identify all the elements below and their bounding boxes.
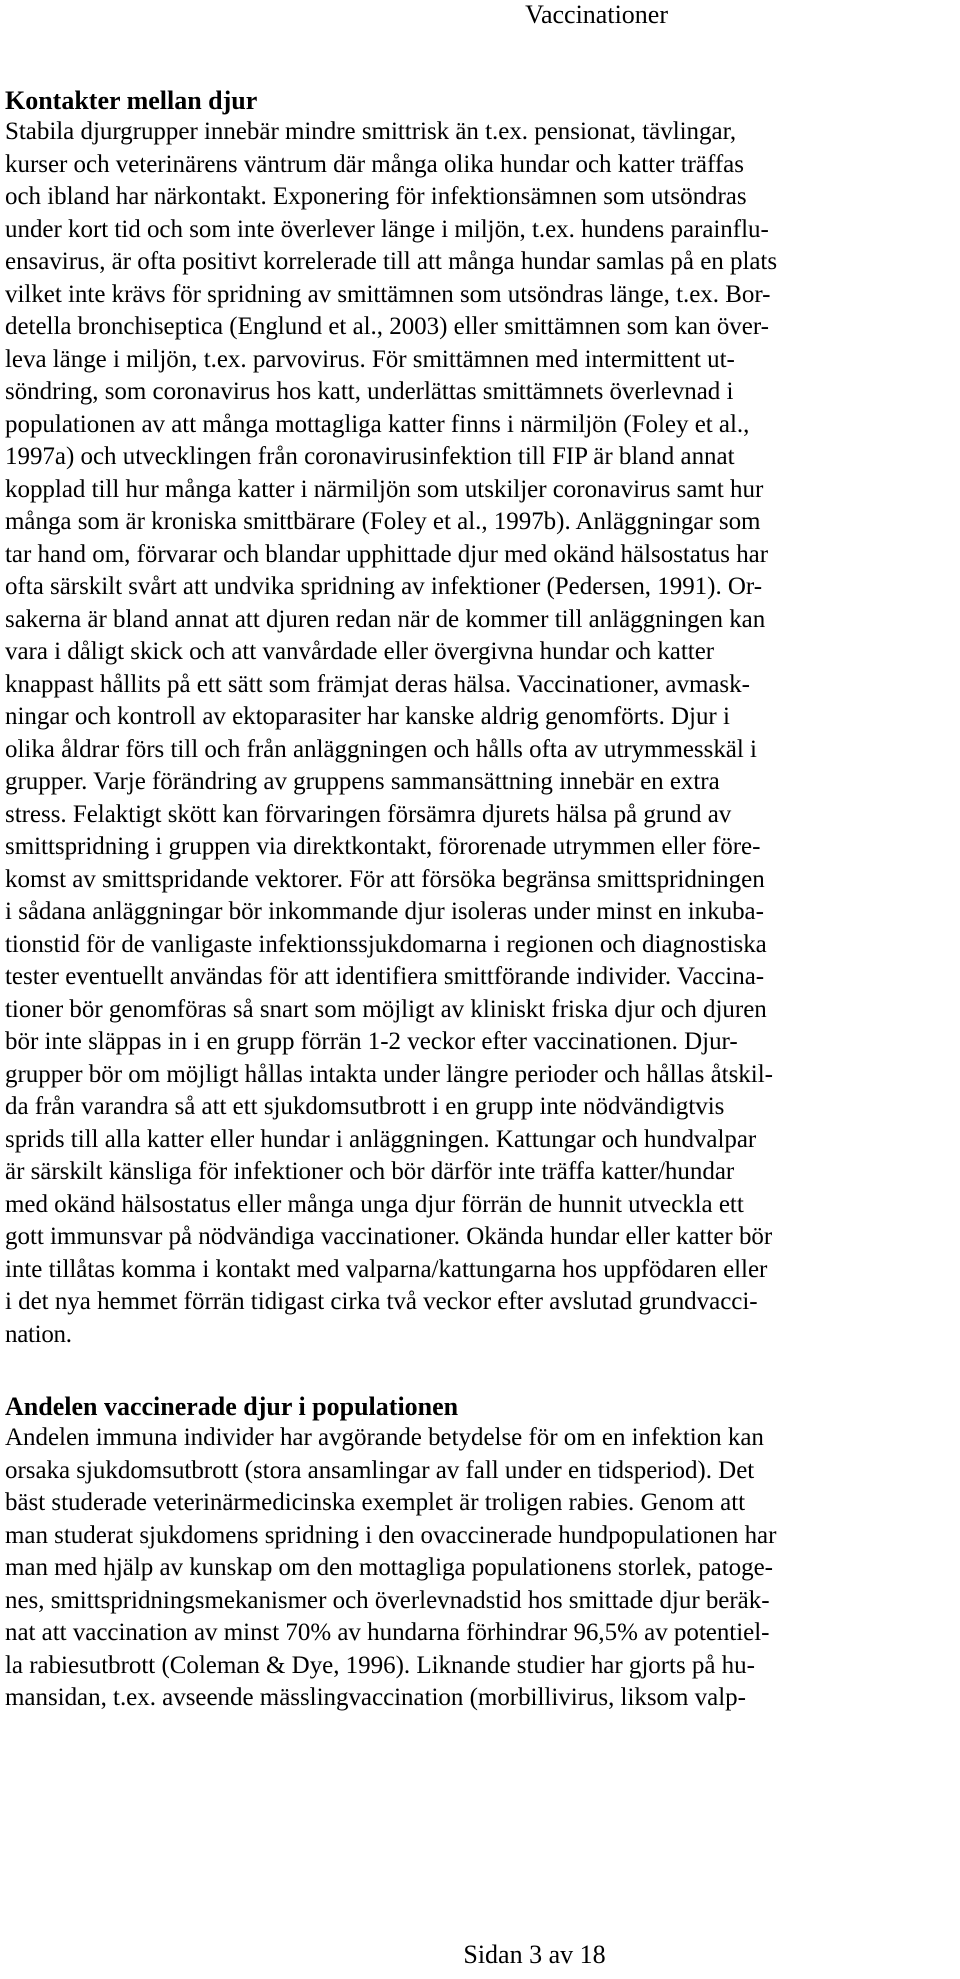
text-line: detella bronchiseptica (Englund et al., 2003) eller smittämnen som kan över-	[5, 313, 769, 340]
text-line: sprids till alla katter eller hundar i anläggningen. Kattungar och hundvalpar	[5, 1125, 757, 1153]
text-line: ningar och kontroll av ektoparasiter har kanske aldrig genomförts. Djur i	[5, 703, 730, 730]
text-line: grupper. Varje förändring av gruppens sammansättning innebär en extra	[5, 768, 720, 795]
text-line: man med hjälp av kunskap om den mottagliga populationens storlek, patoge-	[5, 1554, 773, 1581]
text-line: tar hand om, förvarar och blandar upphittade djur med okänd hälsostatus har	[5, 540, 769, 568]
text-line: vilket inte krävs för spridning av smittämnen som utsöndras länge, t.ex. Bor-	[5, 280, 771, 308]
text-line: la rabiesutbrott (Coleman & Dye, 1996). Liknande studier har gjorts på hu-	[5, 1651, 755, 1679]
text-line: tester eventuellt användas för att identifiera smittförande individer. Vaccina-	[5, 963, 765, 990]
text-line: inte tillåtas komma i kontakt med valparna/kattungarna hos uppfödaren eller	[5, 1255, 768, 1283]
page-footer	[0, 1940, 960, 1970]
text-line: olika åldrar förs till och från anläggningen och hålls ofta av utrymmesskäl i	[5, 735, 757, 763]
section-heading: Kontakter mellan djur	[5, 86, 258, 115]
text-line: 1997a) och utvecklingen från coronavirusinfektion till FIP är bland annat	[5, 443, 735, 470]
text-line: mansidan, t.ex. avseende mässlingvaccination (morbillivirus, liksom valp-	[5, 1684, 746, 1711]
text-line: populationen av att många mottagliga katter finns i närmiljön (Foley et al.,	[5, 410, 750, 438]
text-line: bäst studerade veterinärmedicinska exemplet är troligen rabies. Genom att	[5, 1489, 746, 1516]
text-line: man studerat sjukdomens spridning i den ovaccinerade hundpopulationen har	[5, 1521, 777, 1549]
section-kontakter-mellan-djur	[5, 86, 952, 1351]
text-line: sakerna är bland annat att djuren redan när de kommer till anläggningen kan	[5, 605, 766, 633]
paragraph	[5, 116, 952, 1351]
text-line: i det nya hemmet förrän tidigast cirka två veckor efter avslutad grundvacci-	[5, 1288, 758, 1315]
section-heading: Andelen vaccinerade djur i populationen	[5, 1392, 459, 1421]
text-line: under kort tid och som inte överlever länge i miljön, t.ex. hundens parainflu-	[5, 215, 769, 243]
text-line: i sådana anläggningar bör inkommande djur isoleras under minst en inkuba-	[5, 898, 764, 925]
text-line: Stabila djurgrupper innebär mindre smittrisk än t.ex. pensionat, tävlingar,	[5, 118, 737, 145]
text-line: kurser och veterinärens väntrum där många olika hundar och katter träffas	[5, 150, 744, 178]
paragraph	[5, 1422, 952, 1715]
text-line: nation.	[5, 1320, 72, 1348]
text-line: tioner bör genomföras så snart som möjligt av kliniskt friska djur och djuren	[5, 995, 767, 1023]
text-line: komst av smittspridande vektorer. För att försöka begränsa smittspridningen	[5, 865, 765, 893]
text-line: gott immunsvar på nödvändiga vaccinationer. Okända hundar eller katter bör	[5, 1223, 773, 1250]
text-line: vara i dåligt skick och att vanvårdade eller övergivna hundar och katter	[5, 638, 715, 665]
text-line: är särskilt känsliga för infektioner och bör därför inte träffa katter/hundar	[5, 1158, 735, 1185]
text-line: ofta särskilt svårt att undvika spridning av infektioner (Pedersen, 1991). Or-	[5, 573, 763, 600]
text-line: leva länge i miljön, t.ex. parvovirus. För smittämnen med intermittent ut-	[5, 345, 735, 373]
text-line: nat att vaccination av minst 70% av hundarna förhindrar 96,5% av potentiel-	[5, 1619, 770, 1646]
text-line: ensavirus, är ofta positivt korrelerade till att många hundar samlas på en plats	[5, 248, 778, 275]
page-number: Sidan 3 av 18	[463, 1940, 606, 1969]
text-line: Andelen immuna individer har avgörande betydelse för om en infektion kan	[5, 1424, 764, 1451]
text-line: smittspridning i gruppen via direktkontakt, förorenade utrymmen eller före-	[5, 833, 761, 860]
text-line: orsaka sjukdomsutbrott (stora ansamlingar av fall under en tidsperiod). Det	[5, 1456, 755, 1484]
text-line: bör inte släppas in i en grupp förrän 1-2 veckor efter vaccinationen. Djur-	[5, 1028, 738, 1055]
text-line: söndring, som coronavirus hos katt, underlättas smittämnets överlevnad i	[5, 378, 734, 405]
text-line: grupper bör om möjligt hållas intakta under längre perioder och hållas åtskil-	[5, 1060, 773, 1088]
document-body	[5, 86, 952, 1715]
text-line: tionstid för de vanligaste infektionssjukdomarna i regionen och diagnostiska	[5, 930, 767, 958]
text-line: stress. Felaktigt skött kan förvaringen försämra djurets hälsa på grund av	[5, 800, 732, 828]
text-line: många som är kroniska smittbärare (Foley et al., 1997b). Anläggningar som	[5, 508, 761, 535]
running-header-title: Vaccinationer	[525, 0, 668, 29]
text-line: med okänd hälsostatus eller många unga djur förrän de hunnit utveckla ett	[5, 1190, 744, 1218]
text-line: nes, smittspridningsmekanismer och överlevnadstid hos smittade djur beräk-	[5, 1586, 770, 1614]
text-line: och ibland har närkontakt. Exponering för infektionsämnen som utsöndras	[5, 183, 747, 210]
section-andelen-vaccinerade-djur	[5, 1392, 952, 1715]
text-line: kopplad till hur många katter i närmiljön som utskiljer coronavirus samt hur	[5, 475, 764, 503]
text-line: knappast hållits på ett sätt som främjat deras hälsa. Vaccinationer, avmask-	[5, 670, 750, 698]
text-line: da från varandra så att ett sjukdomsutbrott i en grupp inte nödvändigtvis	[5, 1093, 725, 1120]
